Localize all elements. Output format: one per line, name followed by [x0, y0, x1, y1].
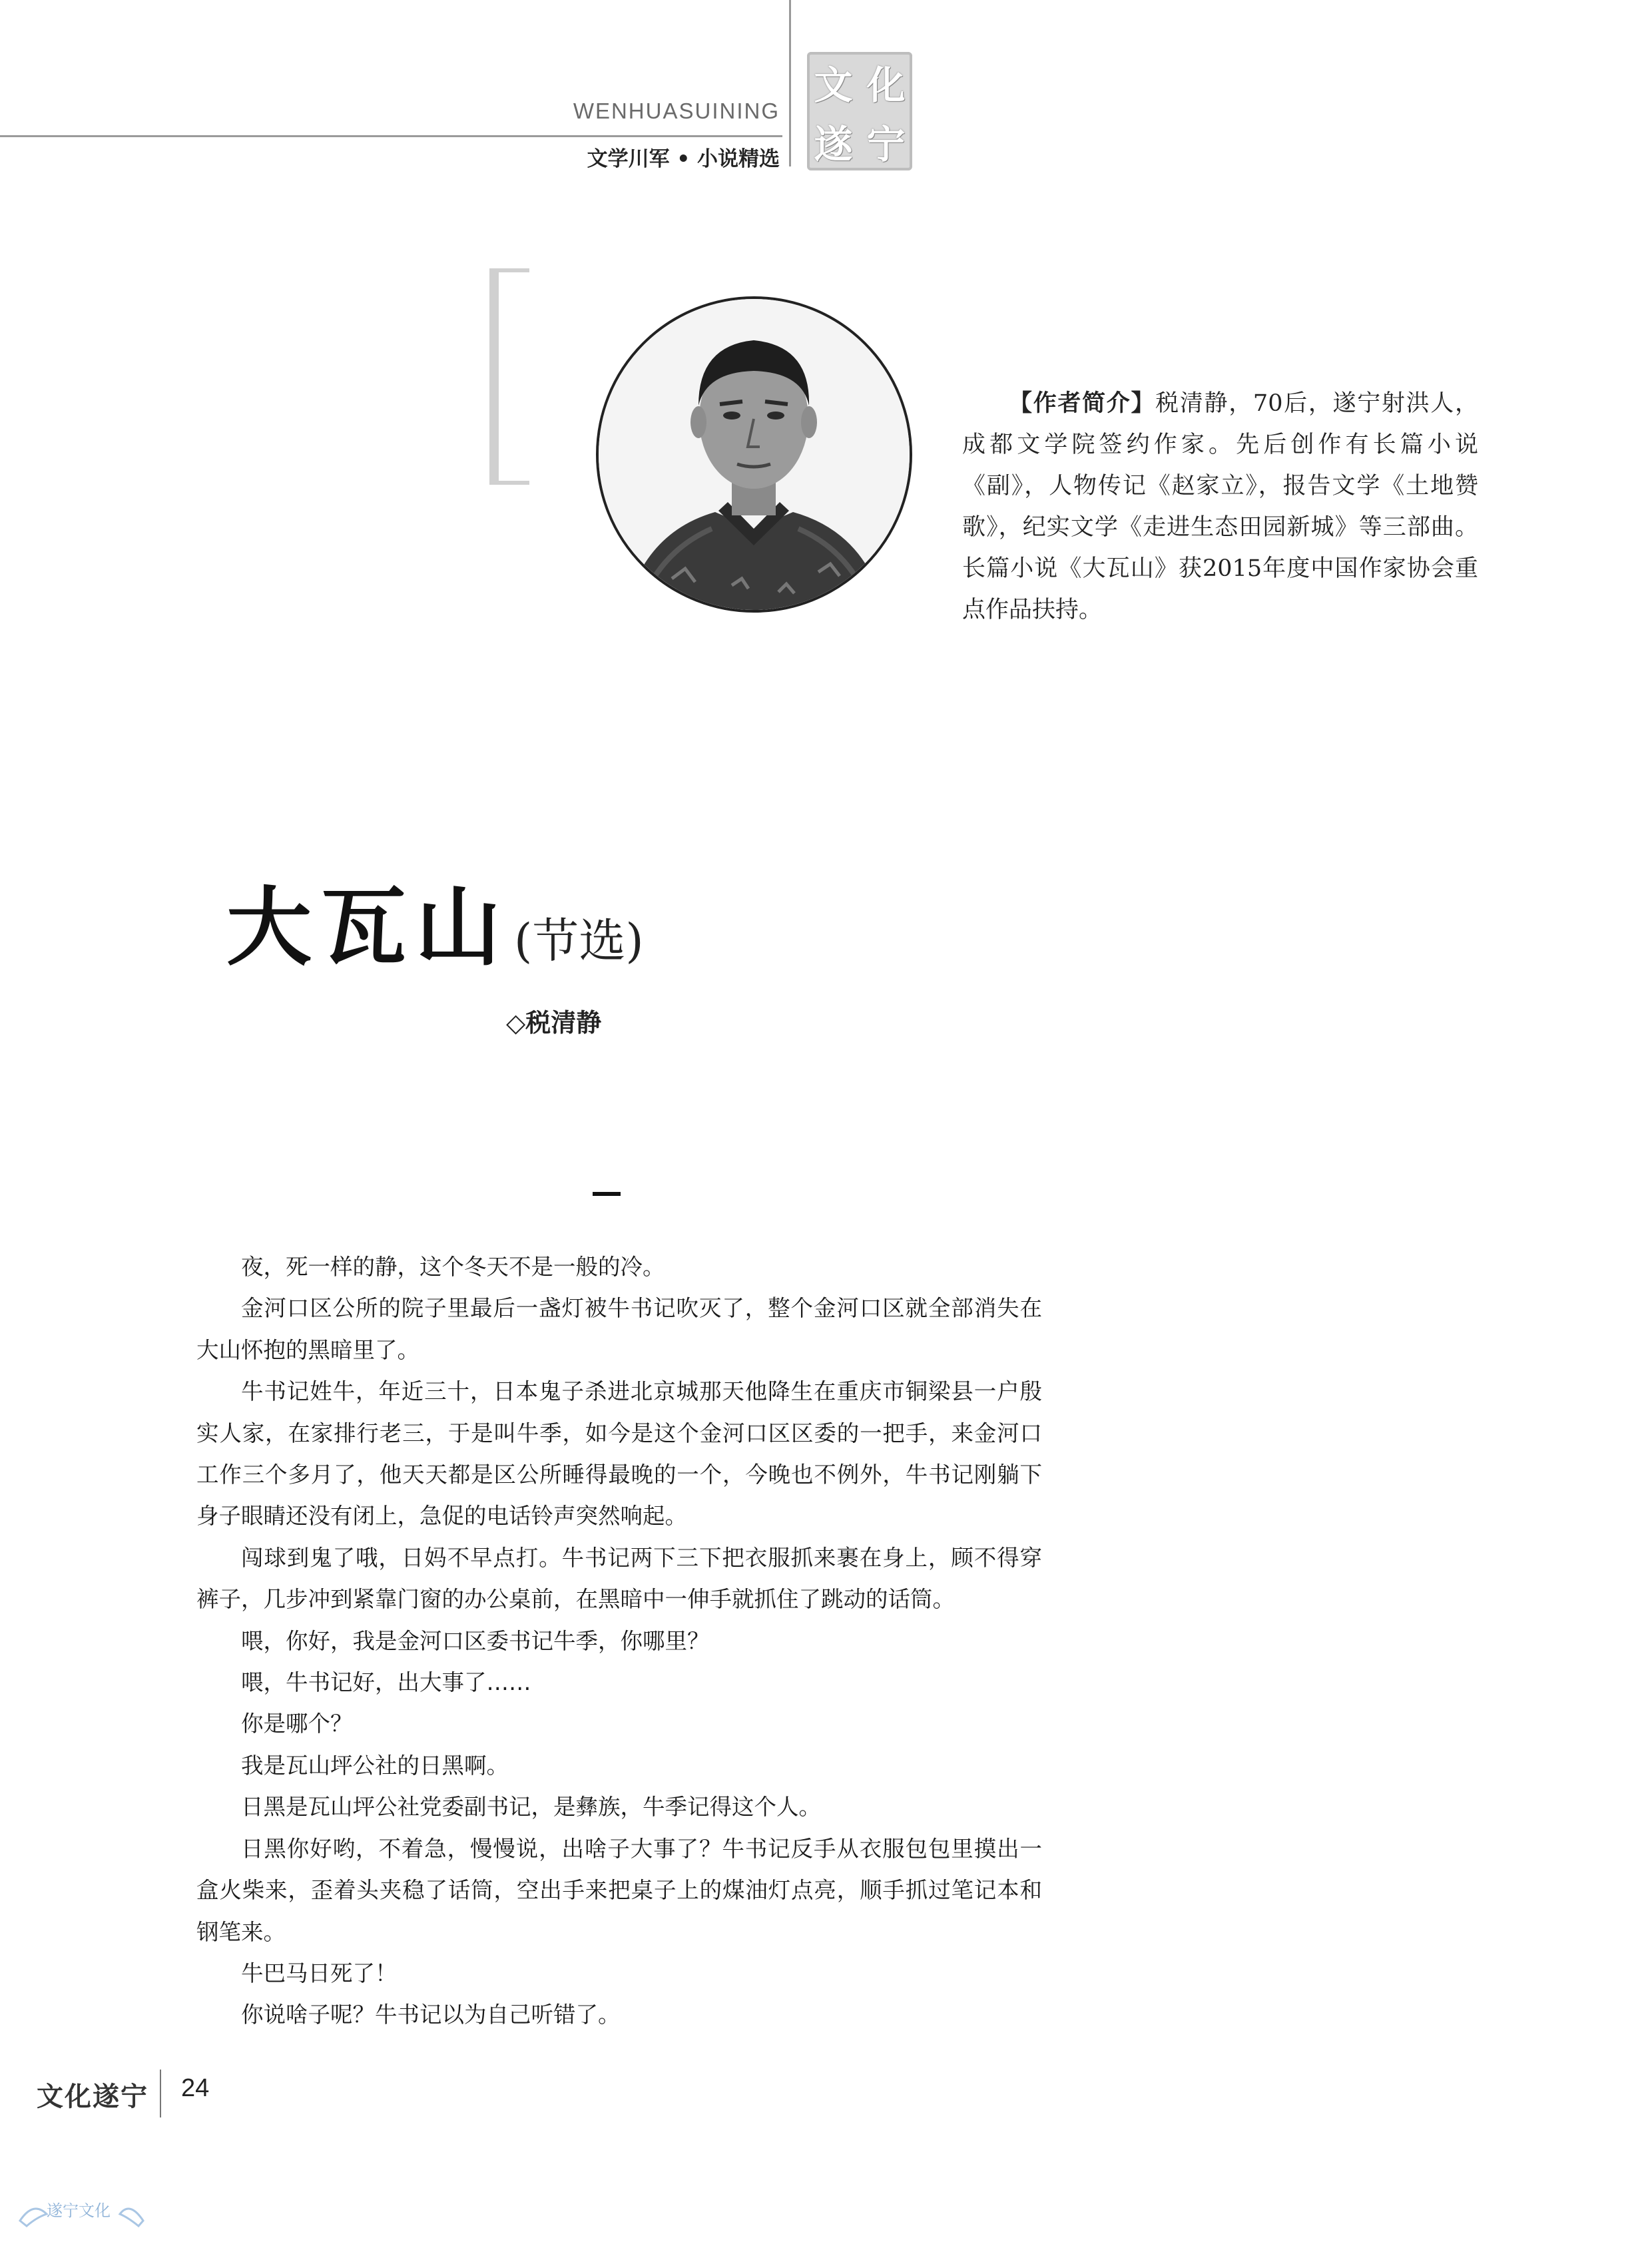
paragraph: 日黑是瓦山坪公社党委副书记，是彝族，牛季记得这个人。	[241, 1794, 821, 1821]
page-number: 24	[181, 2074, 210, 2102]
logo-char: 化	[866, 62, 906, 108]
footer-divider	[160, 2070, 161, 2117]
article-title: 大瓦山	[226, 878, 511, 978]
section-number	[593, 1192, 621, 1196]
logo-char: 遂	[814, 121, 853, 167]
article-subtitle: (节选)	[514, 914, 644, 968]
paragraph: 你是哪个？	[241, 1711, 353, 1737]
paragraph: 牛书记姓牛，年近三十，日本鬼子杀进北京城那天他降生在重庆市铜梁县一户殷实人家，在家排行老三，于是叫牛季，如今是这个金河口区区委的一把手，来金河口工作三个多月了，他天天都是区公所睡得最晚的一个，今晚也不例外，牛书记刚躺下身子眼睛还没有闭上，急促的电话铃声突然响起。	[196, 1378, 1042, 1530]
header-column-title: 文学川军 • 小说精选	[587, 147, 780, 171]
paragraph: 日黑你好哟，不着急，慢慢说，出啥子大事了？牛书记反手从衣服包包里摸出一盒火柴来，歪着头夹稳了话筒，空出手来把桌子上的煤油灯点亮，顺手抓过笔记本和钢笔来。	[196, 1835, 1042, 1945]
bio-label: 【作者简介】	[1009, 390, 1156, 417]
header-english-title: WENHUASUINING	[573, 99, 780, 123]
paragraph: 闯球到鬼了哦，日妈不早点打。牛书记两下三下把衣服抓来裹在身上，顾不得穿裤子，几步冲到紧靠门窗的办公桌前，在黑暗中一伸手就抓住了跳动的话筒。	[196, 1544, 1042, 1613]
header-rule	[0, 135, 782, 137]
article-byline: ◇税清静	[506, 1007, 602, 1037]
author-bio	[962, 383, 1478, 631]
article-title-block	[226, 859, 644, 981]
logo-char: 文	[814, 62, 853, 108]
paragraph: 牛巴马日死了！	[241, 1960, 398, 1986]
article-body	[196, 1247, 1042, 2036]
footer-magazine-name: 文化遂宁	[37, 2081, 148, 2112]
paragraph: 金河口区公所的院子里最后一盏灯被牛书记吹灭了，整个金河口区就全部消失在大山怀抱的黑暗里了。	[196, 1295, 1042, 1363]
header-vertical-rule	[789, 0, 791, 166]
paragraph: 你说啥子呢？牛书记以为自己听错了。	[241, 2002, 621, 2028]
paragraph: 喂，牛书记好，出大事了……	[241, 1669, 531, 1696]
paragraph: 喂，你好，我是金河口区委书记牛季，你哪里？	[241, 1627, 710, 1654]
paragraph: 我是瓦山坪公社的日黑啊。	[241, 1752, 509, 1779]
author-portrait-illustration	[599, 299, 910, 610]
watermark-text: 遂宁文化	[47, 2201, 111, 2220]
magazine-logo	[807, 52, 912, 170]
bio-text: 税清静，70后，遂宁射洪人，成都文学院签约作家。先后创作有长篇小说《副》，人物传记《赵家立》，报告文学《土地赞歌》，纪实文学《走进生态田园新城》等三部曲。长篇小说《大瓦山》获2015年度中国作家协会重点作品扶持。	[962, 390, 1478, 623]
logo-char: 宁	[866, 121, 906, 167]
paragraph: 夜，死一样的静，这个冬天不是一般的冷。	[241, 1254, 665, 1280]
decorative-bracket	[489, 268, 529, 485]
author-photo	[596, 296, 912, 613]
